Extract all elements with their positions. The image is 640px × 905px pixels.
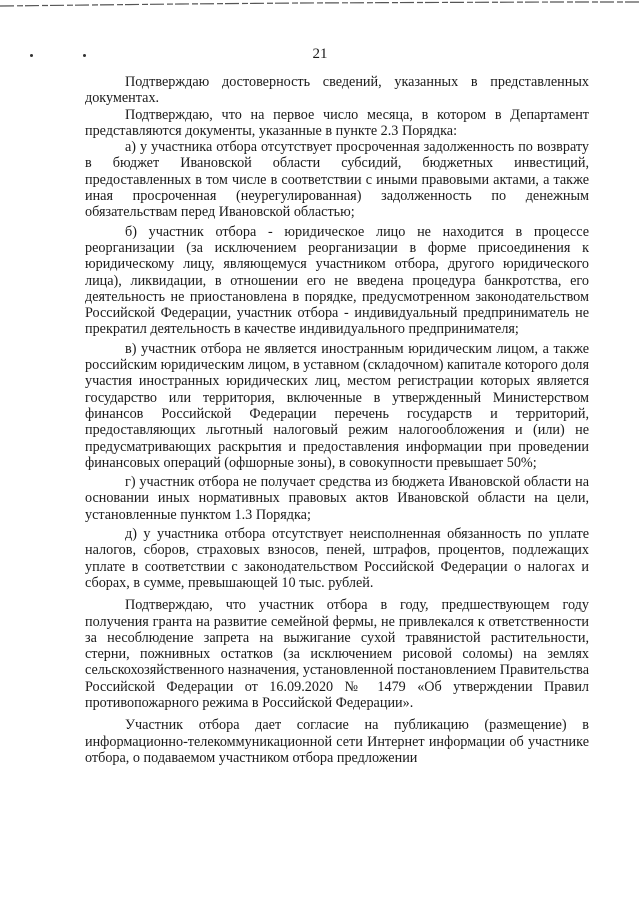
paragraph-item-v: в) участник отбора не является иностранным юридическим лицом, а также российским юридическим лицом, в уставном (складочном) капитале которого доля участия иностранных юридических лиц, местом регистрации которых является государство или территория, включенные в утвержденный Министерством финансов Российской Федерации перечень государств и территорий, предоставляющих льготный налоговый режим налогообложения и (или) не предусматривающих раскрытия и предоставления информации при проведении финансовых операций (офшорные зоны), в совокупности превышает 50%; [85,340,589,471]
document-body [85,74,589,769]
paragraph-item-b: б) участник отбора - юридическое лицо не находится в процессе реорганизации (за исключением реорганизации в форме присоединения к юридическому лицу, являющемуся участником отбора, другого юридического лица), ликвидации, в отношении его не введена процедура банкротства, его деятельность не приостановлена в порядке, предусмотренном законодательством Российской Федерации, участник отбора - индивидуальный предприниматель не прекратил деятельность в качестве индивидуального предпринимателя; [85,223,589,338]
paragraph-consent-publication: Участник отбора дает согласие на публикацию (размещение) в информационно-телекоммуникационной сети Интернет информации об участнике отбора, о подаваемом участником отбора предложении [85,717,589,766]
paragraph-item-d: д) у участника отбора отсутствует неисполненная обязанность по уплате налогов, сборов, страховых взносов, пеней, штрафов, процентов, подлежащих уплате в соответствии с законодательством Российской Федерации о налогах и сборах, в сумме, превышающей 10 тыс. рублей. [85,526,589,591]
scan-top-edge [0,0,640,16]
paragraph-confirm-accuracy: Подтверждаю достоверность сведений, указанных в представленных документах. [85,74,589,107]
paragraph-item-g: г) участник отбора не получает средства из бюджета Ивановской области на основании иных нормативных правовых актов Ивановской области на цели, установленные пунктом 1.3 Порядка; [85,474,589,523]
paragraph-confirm-date: Подтверждаю, что на первое число месяца, в котором в Департамент представляются документы, указанные в пункте 2.3 Порядка: [85,106,589,139]
paragraph-item-a: а) у участника отбора отсутствует просроченная задолженность по возврату в бюджет Ивановской области субсидий, бюджетных инвестиций, предоставленных в том числе в соответствии с иными правовыми актами, а также иная просроченная (неурегулированная) задолженность по денежным обязательствам перед Ивановской областью; [85,139,589,221]
scan-edge-line [0,0,640,16]
paragraph-confirm-no-liability: Подтверждаю, что участник отбора в году, предшествующем году получения гранта на развитие семейной фермы, не привлекался к ответственности за несоблюдение запрета на выжигание сухой травянистой растительности, стерни, пожнивных остатков (за исключением рисовой соломы) на землях сельскохозяйственного назначения, установленной постановлением Правительства Российской Федерации от 16.09.2020 № 1479 «Об утверждении Правил противопожарного режима в Российской Федерации». [85,597,589,711]
page-number: 21 [312,46,328,62]
